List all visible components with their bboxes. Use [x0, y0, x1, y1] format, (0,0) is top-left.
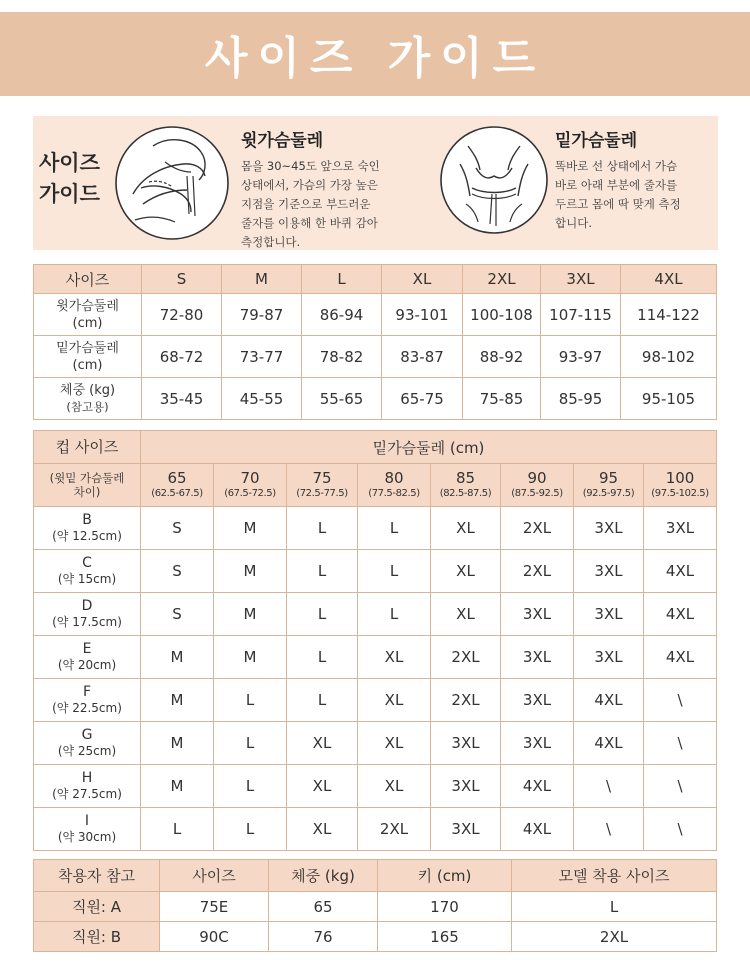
table-cell: S	[141, 507, 214, 550]
model-col-header: 모델 착용 사이즈	[512, 860, 717, 892]
table-cell: XL	[431, 507, 501, 550]
table-cell: 2XL	[358, 808, 431, 851]
table-cell: M	[141, 679, 214, 722]
row-label-unit: (cm)	[72, 315, 103, 331]
size-col-header: S	[142, 265, 222, 294]
band-num: 90	[527, 468, 547, 487]
size-col-header: 4XL	[621, 265, 717, 294]
cup-difference: (약 12.5cm)	[52, 529, 122, 543]
table-cell: 2XL	[431, 636, 501, 679]
table-cell: S	[141, 593, 214, 636]
band-col-header	[358, 464, 431, 507]
cup-letter: C	[82, 555, 92, 571]
table-row	[34, 550, 717, 593]
cup-row-label	[34, 679, 141, 722]
table-cell: 2XL	[501, 550, 574, 593]
table-cell: S	[141, 550, 214, 593]
table-cell: 68-72	[142, 336, 222, 378]
table-cell: M	[141, 722, 214, 765]
band-range: (67.5-72.5)	[224, 487, 276, 499]
band-num: 85	[455, 468, 476, 487]
table-row	[34, 765, 717, 808]
table-cell: 3XL	[644, 507, 717, 550]
table-row	[34, 593, 717, 636]
band-range: (87.5-92.5)	[511, 487, 563, 499]
cup-subheader-cell	[34, 464, 141, 507]
table-cell: L	[287, 636, 358, 679]
table-cell: 4XL	[644, 550, 717, 593]
measurement-guide	[33, 116, 718, 250]
table-cell: 2XL	[512, 922, 717, 952]
table-cell: \	[574, 808, 644, 851]
page-header	[0, 12, 750, 96]
upper-bust-measure-illustration-icon	[113, 124, 231, 242]
table-cell: 79-87	[222, 294, 302, 336]
table-cell: 3XL	[501, 636, 574, 679]
model-row-label: 직원: B	[34, 922, 160, 952]
size-col-header: XL	[382, 265, 463, 294]
table-cell: 4XL	[501, 765, 574, 808]
table-cell: 65-75	[382, 378, 463, 420]
under-bust-info	[555, 126, 715, 233]
cup-letter: E	[82, 641, 92, 657]
cup-row-label	[34, 722, 141, 765]
size-col-header: L	[302, 265, 382, 294]
size-col-header: 2XL	[463, 265, 541, 294]
table-cell: 4XL	[574, 679, 644, 722]
table-row	[34, 336, 717, 378]
table-cell: 78-82	[302, 336, 382, 378]
cup-difference: (약 20cm)	[57, 658, 117, 672]
table-cell: M	[214, 636, 287, 679]
row-label-unit: (참고용)	[66, 399, 109, 414]
band-num: 80	[384, 468, 404, 487]
band-col-header	[141, 464, 214, 507]
table-cell: L	[287, 550, 358, 593]
table-cell: L	[214, 679, 287, 722]
band-range: (92.5-97.5)	[582, 487, 635, 499]
table-cell: XL	[287, 722, 358, 765]
table-cell: 2XL	[501, 507, 574, 550]
table-cell: L	[287, 507, 358, 550]
table-cell: M	[141, 636, 214, 679]
model-col-header: 착용자 참고	[34, 860, 160, 892]
page-title: 사이즈 가이드	[204, 33, 546, 84]
cup-row-label	[34, 636, 141, 679]
size-header-cell: 사이즈	[34, 265, 142, 294]
table-cell: 3XL	[574, 636, 644, 679]
table-cell: \	[644, 765, 717, 808]
cup-letter: D	[81, 598, 93, 614]
row-label-text: 윗가슴둘레	[56, 298, 119, 314]
model-col-header: 체중 (kg)	[269, 860, 378, 892]
table-cell: \	[574, 765, 644, 808]
cup-letter: I	[84, 813, 90, 829]
table-cell: XL	[287, 765, 358, 808]
row-label-text: 밑가슴둘레	[56, 340, 119, 356]
table-cell: 3XL	[501, 679, 574, 722]
table-cell: M	[214, 593, 287, 636]
table-cell: 85-95	[541, 378, 621, 420]
table-cell: 3XL	[431, 765, 501, 808]
cup-subheader-text: (윗밑 가슴둘레 차이)	[49, 471, 125, 499]
band-header-cell: 밑가슴둘레 (cm)	[141, 431, 717, 464]
table-cell: 45-55	[222, 378, 302, 420]
table-cell: XL	[287, 808, 358, 851]
table-cell: L	[358, 593, 431, 636]
size-table-header-row	[34, 265, 717, 294]
band-num: 70	[240, 468, 260, 487]
cup-difference: (약 25cm)	[57, 744, 117, 758]
table-cell: 98-102	[621, 336, 717, 378]
cup-row-label	[34, 593, 141, 636]
table-cell: 2XL	[431, 679, 501, 722]
table-cell: L	[214, 765, 287, 808]
upper-bust-title: 윗가슴둘레	[241, 131, 324, 151]
table-cell: M	[214, 507, 287, 550]
table-cell: 3XL	[431, 722, 501, 765]
cup-row-label	[34, 765, 141, 808]
band-col-header	[287, 464, 358, 507]
table-row	[34, 636, 717, 679]
row-label	[34, 336, 142, 378]
upper-bust-desc: 몸을 30~45도 앞으로 숙인 상태에서, 가슴의 가장 높은 지점을 기준으로 부드러운 줄자를 이용해 한 바퀴 감아 측정합니다.	[241, 159, 380, 249]
band-range: (82.5-87.5)	[439, 487, 492, 499]
table-cell: 90C	[160, 922, 269, 952]
table-cell: 4XL	[644, 636, 717, 679]
table-cell: 95-105	[621, 378, 717, 420]
table-cell: XL	[358, 722, 431, 765]
table-cell: 4XL	[644, 593, 717, 636]
cup-letter: G	[81, 727, 93, 743]
band-range: (77.5-82.5)	[368, 487, 420, 499]
cup-difference: (약 17.5cm)	[52, 615, 122, 629]
row-label-text: 체중 (kg)	[59, 382, 116, 398]
table-cell: XL	[431, 593, 501, 636]
table-cell: 93-101	[382, 294, 463, 336]
under-bust-title: 밑가슴둘레	[555, 131, 638, 151]
cup-table-header-row	[34, 431, 717, 464]
table-cell: M	[141, 765, 214, 808]
band-col-header	[214, 464, 287, 507]
cup-letter: B	[82, 512, 92, 528]
model-reference-table	[33, 859, 717, 952]
table-cell: L	[287, 593, 358, 636]
cup-difference: (약 30cm)	[57, 830, 117, 844]
band-col-header	[574, 464, 644, 507]
table-row	[34, 808, 717, 851]
cup-row-label	[34, 507, 141, 550]
table-cell: 3XL	[574, 550, 644, 593]
table-cell: 3XL	[501, 722, 574, 765]
table-cell: 93-97	[541, 336, 621, 378]
table-cell: 3XL	[431, 808, 501, 851]
table-cell: L	[214, 722, 287, 765]
band-range: (62.5-67.5)	[151, 487, 203, 499]
model-table-header-row	[34, 860, 717, 892]
table-cell: 3XL	[501, 593, 574, 636]
row-label	[34, 378, 142, 420]
cup-size-table	[33, 430, 717, 851]
table-cell: XL	[358, 636, 431, 679]
table-cell: 75E	[160, 892, 269, 922]
table-cell: 73-77	[222, 336, 302, 378]
table-cell: 76	[269, 922, 378, 952]
guide-label: 사이즈 가이드	[39, 151, 100, 206]
table-cell: 170	[378, 892, 512, 922]
model-col-header: 키 (cm)	[378, 860, 512, 892]
table-cell: 4XL	[501, 808, 574, 851]
cup-row-label	[34, 808, 141, 851]
table-cell: L	[358, 550, 431, 593]
table-cell: 86-94	[302, 294, 382, 336]
band-col-header	[501, 464, 574, 507]
table-cell: XL	[431, 550, 501, 593]
table-row	[34, 294, 717, 336]
table-cell: 65	[269, 892, 378, 922]
table-row	[34, 679, 717, 722]
table-cell: 4XL	[574, 722, 644, 765]
row-label	[34, 294, 142, 336]
size-table	[33, 264, 717, 420]
table-cell: M	[214, 550, 287, 593]
band-header-row	[34, 464, 717, 507]
table-cell: 72-80	[142, 294, 222, 336]
table-cell: 75-85	[463, 378, 541, 420]
table-cell: L	[287, 679, 358, 722]
table-cell: 114-122	[621, 294, 717, 336]
model-row-label: 직원: A	[34, 892, 160, 922]
under-bust-desc: 똑바로 선 상태에서 가슴 바로 아래 부분에 줄자를 두르고 몸에 딱 맞게 측정 합니다.	[555, 159, 681, 230]
cup-table-body	[34, 507, 717, 851]
cup-header-text: 컵 사이즈	[55, 438, 119, 456]
table-cell: 107-115	[541, 294, 621, 336]
table-cell: 35-45	[142, 378, 222, 420]
table-cell: XL	[358, 679, 431, 722]
table-cell: L	[141, 808, 214, 851]
row-label-unit: (cm)	[72, 357, 103, 373]
size-col-header: 3XL	[541, 265, 621, 294]
table-cell: 165	[378, 922, 512, 952]
table-cell: 83-87	[382, 336, 463, 378]
band-num: 100	[665, 468, 695, 487]
model-col-header: 사이즈	[160, 860, 269, 892]
band-col-header	[431, 464, 501, 507]
cup-letter: H	[81, 770, 93, 786]
cup-difference: (약 15cm)	[57, 572, 117, 586]
band-num: 65	[167, 468, 187, 487]
table-row	[34, 922, 717, 952]
upper-bust-info	[241, 126, 419, 252]
table-cell: 88-92	[463, 336, 541, 378]
table-cell: XL	[358, 765, 431, 808]
table-cell: L	[512, 892, 717, 922]
cup-difference: (약 22.5cm)	[52, 701, 122, 715]
cup-letter: F	[82, 684, 92, 700]
table-cell: \	[644, 808, 717, 851]
band-col-header	[644, 464, 717, 507]
band-range: (97.5-102.5)	[651, 487, 709, 499]
cup-header-cell	[34, 431, 141, 464]
table-cell: \	[644, 722, 717, 765]
band-num: 75	[312, 468, 332, 487]
table-cell: L	[214, 808, 287, 851]
table-row	[34, 892, 717, 922]
table-row	[34, 507, 717, 550]
band-num: 95	[598, 468, 619, 487]
table-cell: 55-65	[302, 378, 382, 420]
table-row	[34, 722, 717, 765]
band-range: (72.5-77.5)	[296, 487, 348, 499]
cup-row-label	[34, 550, 141, 593]
under-bust-measure-illustration-icon	[438, 124, 550, 236]
table-cell: 100-108	[463, 294, 541, 336]
table-cell: 3XL	[574, 507, 644, 550]
size-col-header: M	[222, 265, 302, 294]
table-row	[34, 378, 717, 420]
table-cell: 3XL	[574, 593, 644, 636]
table-cell: L	[358, 507, 431, 550]
cup-difference: (약 27.5cm)	[52, 787, 122, 801]
table-cell: \	[644, 679, 717, 722]
